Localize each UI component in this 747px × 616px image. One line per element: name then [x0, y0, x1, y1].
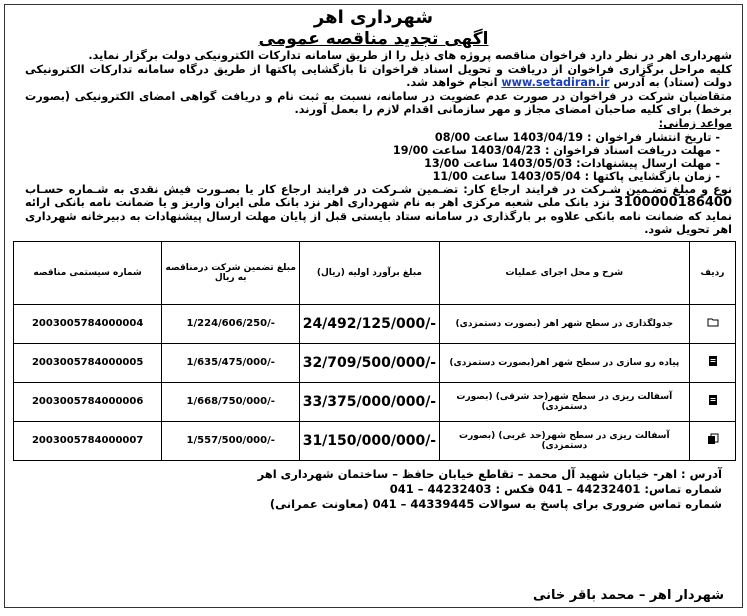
row-icon-cell: [690, 304, 736, 343]
row-estimate: 33/375/000/000/-: [300, 382, 439, 421]
signature: شهردار اهر – محمد باقر خانی: [532, 588, 724, 603]
row-system-code: 2003005784000004: [14, 304, 162, 343]
date-item: - مهلت ارسال پیشنهادات: 1403/05/03 ساعت 13/00: [5, 157, 720, 170]
date-item: - مهلت دریافت اسناد فراخوان : 1403/04/23 ساعت 19/00: [5, 144, 720, 157]
table-row: [14, 304, 736, 343]
phone-line: شماره تماس: 44232401 – 041 فکس : 44232403 – 041: [389, 481, 722, 496]
row-description: جدولگذاری در سطح شهر اهر (بصورت دستمزدی): [439, 304, 689, 343]
guarantee-paragraph: [5, 183, 742, 237]
page-subtitle: اگهی تجدید مناقصه عمومی: [258, 29, 489, 49]
table-row: [14, 421, 736, 460]
table-row: [14, 343, 736, 382]
row-guarantee: 1/668/750/000/-: [162, 382, 300, 421]
row-icon-cell: [690, 343, 736, 382]
intro-text: کلیه مراحل برگزاری فراخوان از دریافت و تحویل اسناد فراخوان تا بازگشایی پاکتها از طریق درگاه سامانه تدارکات الکترونیکی دولت (ستاد) به آدرس: [25, 62, 732, 90]
row-system-code: 2003005784000005: [14, 343, 162, 382]
urgent-phone-line: شماره تماس ضروری برای پاسخ به سوالات 44339445 – 041 (معاونت عمرانی): [269, 496, 722, 511]
row-guarantee: 1/557/500/000/-: [162, 421, 300, 460]
row-icon-cell: [690, 382, 736, 421]
page-title: شهرداری اهر: [313, 7, 434, 28]
intro-paragraph-2: [5, 63, 742, 90]
account-number: 3100000186400: [614, 195, 732, 211]
header-estimate: مبلغ برآورد اولیه (ریال): [300, 241, 439, 304]
table-header-row: [14, 241, 736, 304]
row-guarantee: 1/224/606/250/-: [162, 304, 300, 343]
tender-table: [13, 241, 736, 461]
header-description: شرح و محل اجرای عملیات: [439, 241, 689, 304]
folder-icon: [707, 316, 719, 328]
table-row: [14, 382, 736, 421]
intro-paragraph-1: شهرداری اهر در نظر دارد فراخوان مناقصه پروژه های ذیل را از طریق سامانه تدارکات الکترونیکی دولت برگزار نماید.: [88, 49, 732, 62]
header-row-number: ردیف: [690, 241, 736, 304]
row-description: آسفالت ریزی در سطح شهر(حد غربی) (بصورت دستمزدی): [439, 421, 689, 460]
document-icon: [707, 394, 719, 406]
dates-heading: مواعد زمانی:: [658, 116, 732, 130]
row-description: پیاده رو سازی در سطح شهر اهر(بصورت دستمزدی): [439, 343, 689, 382]
date-item: - تاریخ انتشار فراخوان : 1403/04/19 ساعت 08/00: [5, 131, 720, 144]
header-system-code: شماره سیستمی مناقصه: [14, 241, 162, 304]
header-guarantee: مبلغ تضمین شرکت درمناقصه به ریال: [162, 241, 300, 304]
guarantee-text-2: نزد بانک ملی شعبه مرکزی اهر به نام شهرداری اهر نزد بانک ملی ایران واریز و یا ضمانت نامه بانکی ارائه نماید که ضمانت نامه بانکی علاوه بر بارگذاری در سامانه ستاد بایستی قبل از پایان مهلت ارسال پیشنهادات به دبیرخانه شهرداری اهر تحویل شود.: [25, 196, 732, 237]
document-icon: [707, 355, 719, 367]
intro-paragraph-3: متقاضیان شرکت در فراخوان در صورت عدم عضویت در سامانه، نسبت به ثبت نام و دریافت گواهی امضای الکترونیکی (بصورت برخط) برای کلیه صاحبان امضای مجاز و مهر سازمانی اقدام لازم را بعمل آورند.: [25, 89, 732, 117]
row-description: آسفالت ریزی در سطح شهر(حد شرقی) (بصورت دستمزدی): [439, 382, 689, 421]
row-estimate: 24/492/125/000/-: [300, 304, 439, 343]
guarantee-text-1: نوع و مبلغ تضـمین شـرکت در فرایند ارجاع کار: تضـمین شـرکت در فرایند ارجاع کار یا بصـورت فیش نقدی به شـماره حسـاب: [25, 182, 732, 196]
row-system-code: 2003005784000006: [14, 382, 162, 421]
intro-text-end: انجام خواهد شد.: [406, 76, 498, 90]
address-line: آدرس : اهر- خیابان شهید آل محمد – تقاطع خیابان حافظ – ساختمان شهرداری اهر: [257, 466, 722, 481]
announcement-page: [4, 4, 743, 608]
contact-block: [5, 461, 742, 512]
dates-list: [5, 131, 742, 183]
row-estimate: 32/709/500/000/-: [300, 343, 439, 382]
setad-link[interactable]: www.setadiran.ir: [501, 76, 610, 90]
row-icon-cell: [690, 421, 736, 460]
row-system-code: 2003005784000007: [14, 421, 162, 460]
row-estimate: 31/150/000/000/-: [300, 421, 439, 460]
row-guarantee: 1/635/475/000/-: [162, 343, 300, 382]
date-item: - زمان بازگشایی پاکتها : 1403/05/04 ساعت 11/00: [5, 170, 720, 183]
copy-icon: [707, 433, 719, 445]
